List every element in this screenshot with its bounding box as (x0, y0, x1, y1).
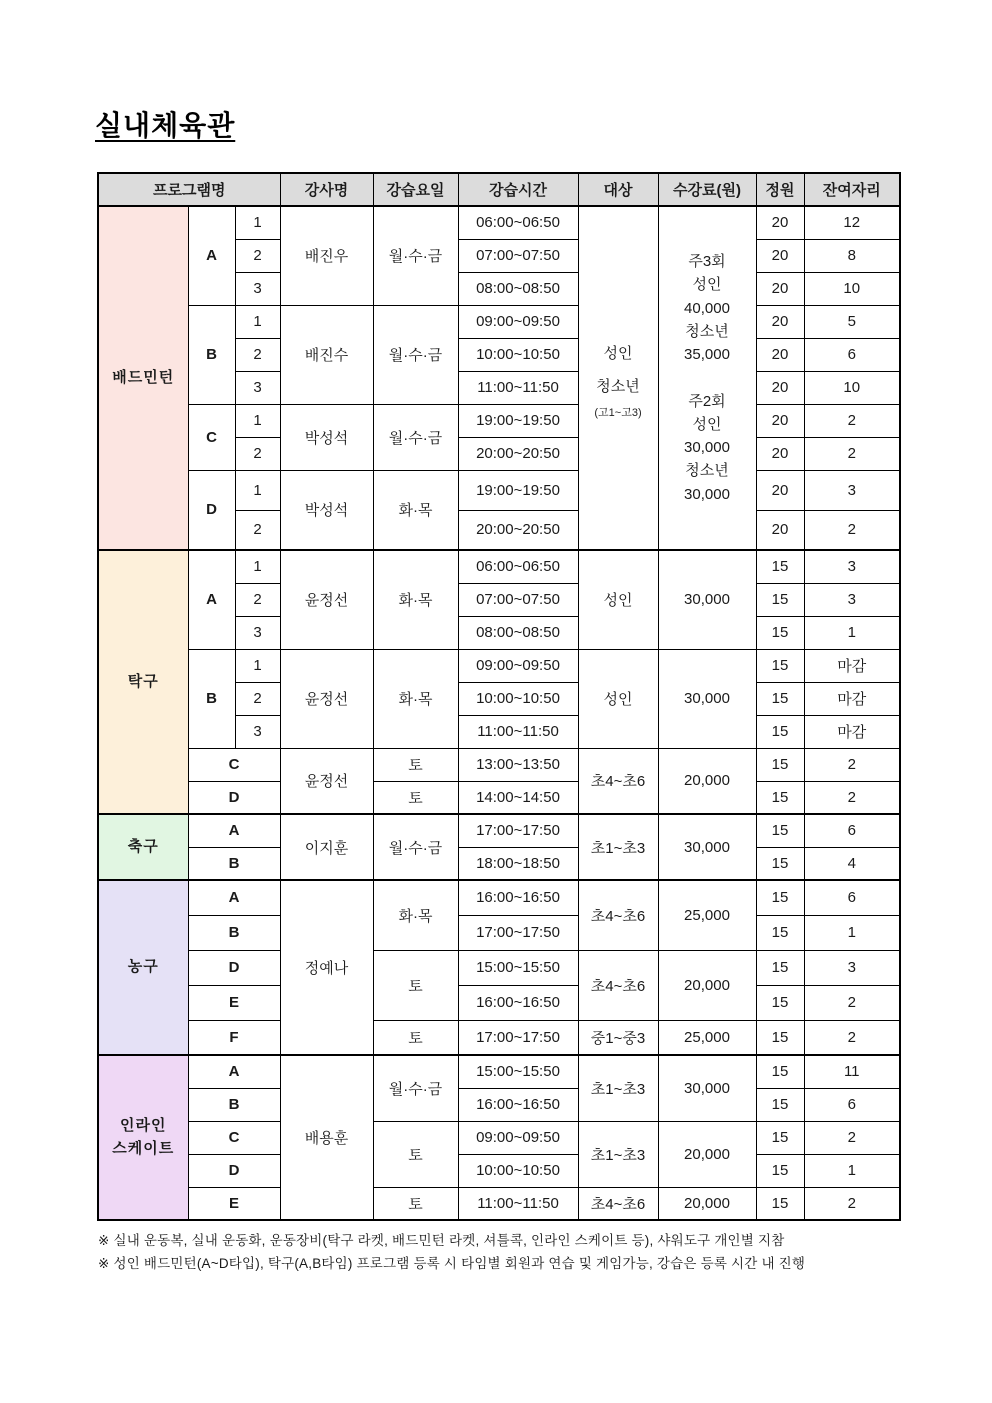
capacity-cell: 15 (756, 950, 804, 985)
col-header-remaining: 잔여자리 (804, 173, 900, 206)
slot-number: 2 (235, 583, 280, 616)
target-main-text: 성인 청소년 (596, 344, 640, 395)
time-cell: 18:00~18:50 (458, 847, 578, 880)
time-cell: 09:00~09:50 (458, 649, 578, 682)
time-cell: 14:00~14:50 (458, 781, 578, 814)
instructor-cell: 정예나 (280, 880, 373, 1055)
target-cell: 중1~중3 (578, 1020, 658, 1055)
section-soccer (98, 814, 900, 880)
slot-number: 3 (235, 715, 280, 748)
days-cell: 월·수·금 (373, 305, 458, 404)
slot-number: 1 (235, 649, 280, 682)
col-header-fee: 수강료(원) (658, 173, 756, 206)
time-cell: 16:00~16:50 (458, 985, 578, 1020)
days-cell: 토 (373, 781, 458, 814)
capacity-cell: 15 (756, 583, 804, 616)
capacity-cell: 15 (756, 748, 804, 781)
class-letter: D (188, 1154, 280, 1187)
section-tabletennis (98, 550, 900, 814)
capacity-cell: 20 (756, 206, 804, 239)
capacity-cell: 15 (756, 682, 804, 715)
capacity-cell: 15 (756, 1088, 804, 1121)
days-cell: 월·수·금 (373, 814, 458, 880)
class-letter: B (188, 1088, 280, 1121)
days-cell: 토 (373, 1121, 458, 1187)
time-cell: 06:00~06:50 (458, 550, 578, 583)
time-cell: 06:00~06:50 (458, 206, 578, 239)
fee-cell: 30,000 (658, 814, 756, 880)
capacity-cell: 15 (756, 715, 804, 748)
instructor-cell: 윤정선 (280, 649, 373, 748)
col-header-days: 강습요일 (373, 173, 458, 206)
remaining-cell: 4 (804, 847, 900, 880)
class-letter: C (188, 404, 235, 470)
col-header-time: 강습시간 (458, 173, 578, 206)
days-cell: 화·목 (373, 649, 458, 748)
capacity-cell: 15 (756, 915, 804, 950)
time-cell: 07:00~07:50 (458, 239, 578, 272)
instructor-cell: 이지훈 (280, 814, 373, 880)
remaining-cell: 6 (804, 338, 900, 371)
days-cell: 월·수·금 (373, 1055, 458, 1121)
time-cell: 15:00~15:50 (458, 950, 578, 985)
target-cell: 초4~초6 (578, 880, 658, 950)
remaining-cell: 2 (804, 1121, 900, 1154)
col-header-capacity: 정원 (756, 173, 804, 206)
footer-notes (98, 1229, 968, 1275)
class-letter: A (188, 814, 280, 847)
program-name-cell: 인라인 스케이트 (98, 1055, 188, 1220)
time-cell: 09:00~09:50 (458, 1121, 578, 1154)
capacity-cell: 15 (756, 1187, 804, 1220)
col-header-program: 프로그램명 (98, 173, 280, 206)
target-cell: 초4~초6 (578, 950, 658, 1020)
days-cell: 토 (373, 748, 458, 781)
remaining-cell: 2 (804, 985, 900, 1020)
capacity-cell: 15 (756, 550, 804, 583)
time-cell: 10:00~10:50 (458, 1154, 578, 1187)
fee-cell: 25,000 (658, 1020, 756, 1055)
section-badminton (98, 206, 900, 550)
class-letter: B (188, 305, 235, 404)
instructor-cell: 배용훈 (280, 1055, 373, 1220)
remaining-cell: 6 (804, 814, 900, 847)
time-cell: 10:00~10:50 (458, 338, 578, 371)
remaining-cell: 10 (804, 272, 900, 305)
program-name-cell: 축구 (98, 814, 188, 880)
fee-cell: 20,000 (658, 950, 756, 1020)
remaining-cell: 3 (804, 583, 900, 616)
capacity-cell: 20 (756, 239, 804, 272)
class-letter: A (188, 550, 235, 649)
days-cell: 토 (373, 1020, 458, 1055)
target-sub-text: (고1~고3) (594, 406, 642, 419)
time-cell: 19:00~19:50 (458, 470, 578, 510)
time-cell: 19:00~19:50 (458, 404, 578, 437)
class-letter: A (188, 1055, 280, 1088)
col-header-instructor: 강사명 (280, 173, 373, 206)
remaining-cell: 1 (804, 915, 900, 950)
remaining-cell: 11 (804, 1055, 900, 1088)
class-letter: E (188, 1187, 280, 1220)
remaining-cell: 1 (804, 1154, 900, 1187)
fee-cell: 30,000 (658, 550, 756, 649)
instructor-cell: 박성석 (280, 404, 373, 470)
remaining-cell: 마감 (804, 682, 900, 715)
slot-number: 1 (235, 404, 280, 437)
remaining-cell: 마감 (804, 715, 900, 748)
class-letter: C (188, 1121, 280, 1154)
capacity-cell: 15 (756, 847, 804, 880)
remaining-cell: 2 (804, 510, 900, 550)
fee-cell: 20,000 (658, 748, 756, 814)
class-letter: D (188, 950, 280, 985)
class-letter: A (188, 880, 280, 915)
time-cell: 17:00~17:50 (458, 814, 578, 847)
remaining-cell: 1 (804, 616, 900, 649)
col-header-target: 대상 (578, 173, 658, 206)
capacity-cell: 15 (756, 1055, 804, 1088)
remaining-cell: 2 (804, 437, 900, 470)
time-cell: 17:00~17:50 (458, 915, 578, 950)
time-cell: 09:00~09:50 (458, 305, 578, 338)
fee-cell: 30,000 (658, 1055, 756, 1121)
table-header (98, 173, 900, 206)
capacity-cell: 20 (756, 510, 804, 550)
class-letter: B (188, 847, 280, 880)
slot-number: 2 (235, 682, 280, 715)
slot-number: 2 (235, 239, 280, 272)
capacity-cell: 20 (756, 371, 804, 404)
instructor-cell: 배진우 (280, 206, 373, 305)
remaining-cell: 3 (804, 950, 900, 985)
fee-cell: 20,000 (658, 1187, 756, 1220)
capacity-cell: 15 (756, 880, 804, 915)
section-inline-skate (98, 1055, 900, 1220)
slot-number: 1 (235, 470, 280, 510)
time-cell: 15:00~15:50 (458, 1055, 578, 1088)
slot-number: 1 (235, 206, 280, 239)
days-cell: 화·목 (373, 880, 458, 950)
remaining-cell: 12 (804, 206, 900, 239)
instructor-cell: 박성석 (280, 470, 373, 550)
remaining-cell: 6 (804, 880, 900, 915)
remaining-cell: 6 (804, 1088, 900, 1121)
days-cell: 토 (373, 950, 458, 1020)
remaining-cell: 10 (804, 371, 900, 404)
class-letter: D (188, 470, 235, 550)
time-cell: 11:00~11:50 (458, 1187, 578, 1220)
capacity-cell: 15 (756, 616, 804, 649)
capacity-cell: 15 (756, 985, 804, 1020)
remaining-cell: 마감 (804, 649, 900, 682)
slot-number: 2 (235, 338, 280, 371)
capacity-cell: 20 (756, 272, 804, 305)
days-cell: 월·수·금 (373, 404, 458, 470)
remaining-cell: 3 (804, 550, 900, 583)
time-cell: 08:00~08:50 (458, 616, 578, 649)
class-letter: B (188, 915, 280, 950)
time-cell: 11:00~11:50 (458, 371, 578, 404)
remaining-cell: 5 (804, 305, 900, 338)
slot-number: 3 (235, 616, 280, 649)
capacity-cell: 15 (756, 1020, 804, 1055)
slot-number: 3 (235, 371, 280, 404)
slot-number: 1 (235, 305, 280, 338)
remaining-cell: 2 (804, 781, 900, 814)
class-letter: D (188, 781, 280, 814)
time-cell: 08:00~08:50 (458, 272, 578, 305)
page-title: 실내체육관 (95, 110, 236, 141)
instructor-cell: 윤정선 (280, 550, 373, 649)
time-cell: 07:00~07:50 (458, 583, 578, 616)
note-line: ※ 성인 배드민턴(A~D타입), 탁구(A,B타임) 프로그램 등록 시 타임별 회원과 연습 및 게임가능, 강습은 등록 시간 내 진행 (98, 1256, 806, 1271)
capacity-cell: 15 (756, 649, 804, 682)
fee-cell: 20,000 (658, 1121, 756, 1187)
program-name-cell: 배드민턴 (98, 206, 188, 550)
capacity-cell: 20 (756, 305, 804, 338)
class-letter: F (188, 1020, 280, 1055)
remaining-cell: 2 (804, 404, 900, 437)
instructor-cell: 윤정선 (280, 748, 373, 814)
target-cell: 초4~초6 (578, 1187, 658, 1220)
section-basketball (98, 880, 900, 1055)
capacity-cell: 15 (756, 781, 804, 814)
target-cell: 초4~초6 (578, 748, 658, 814)
days-cell: 월·수·금 (373, 206, 458, 305)
fee-cell: 25,000 (658, 880, 756, 950)
fee-cell: 30,000 (658, 649, 756, 748)
class-letter: A (188, 206, 235, 305)
days-cell: 토 (373, 1187, 458, 1220)
target-cell: 성인 (578, 649, 658, 748)
time-cell: 11:00~11:50 (458, 715, 578, 748)
target-cell: 성인 (578, 550, 658, 649)
time-cell: 17:00~17:50 (458, 1020, 578, 1055)
instructor-cell: 배진수 (280, 305, 373, 404)
time-cell: 20:00~20:50 (458, 437, 578, 470)
time-cell: 10:00~10:50 (458, 682, 578, 715)
time-cell: 20:00~20:50 (458, 510, 578, 550)
days-cell: 화·목 (373, 470, 458, 550)
remaining-cell: 8 (804, 239, 900, 272)
capacity-cell: 15 (756, 1154, 804, 1187)
capacity-cell: 15 (756, 814, 804, 847)
slot-number: 3 (235, 272, 280, 305)
remaining-cell: 2 (804, 1020, 900, 1055)
slot-number: 2 (235, 510, 280, 550)
remaining-cell: 2 (804, 748, 900, 781)
time-cell: 16:00~16:50 (458, 880, 578, 915)
target-cell: 초1~초3 (578, 814, 658, 880)
program-schedule-table (97, 172, 901, 1221)
capacity-cell: 20 (756, 338, 804, 371)
days-cell: 화·목 (373, 550, 458, 649)
class-letter: B (188, 649, 235, 748)
slot-number: 1 (235, 550, 280, 583)
fee-cell: 주3회 성인 40,000 청소년 35,000 주2회 성인 30,000 청소년 30,000 (658, 206, 756, 550)
target-cell: 초1~초3 (578, 1055, 658, 1121)
program-name-cell: 탁구 (98, 550, 188, 814)
note-line: ※ 실내 운동복, 실내 운동화, 운동장비(탁구 라켓, 배드민턴 라켓, 셔틀콕, 인라인 스케이트 등), 샤워도구 개인별 지참 (98, 1233, 785, 1248)
capacity-cell: 15 (756, 1121, 804, 1154)
class-letter: C (188, 748, 280, 781)
time-cell: 13:00~13:50 (458, 748, 578, 781)
remaining-cell: 2 (804, 1187, 900, 1220)
capacity-cell: 20 (756, 404, 804, 437)
target-cell: 초1~초3 (578, 1121, 658, 1187)
capacity-cell: 20 (756, 437, 804, 470)
class-letter: E (188, 985, 280, 1020)
target-cell (578, 206, 658, 550)
capacity-cell: 20 (756, 470, 804, 510)
time-cell: 16:00~16:50 (458, 1088, 578, 1121)
program-name-cell: 농구 (98, 880, 188, 1055)
remaining-cell: 3 (804, 470, 900, 510)
slot-number: 2 (235, 437, 280, 470)
